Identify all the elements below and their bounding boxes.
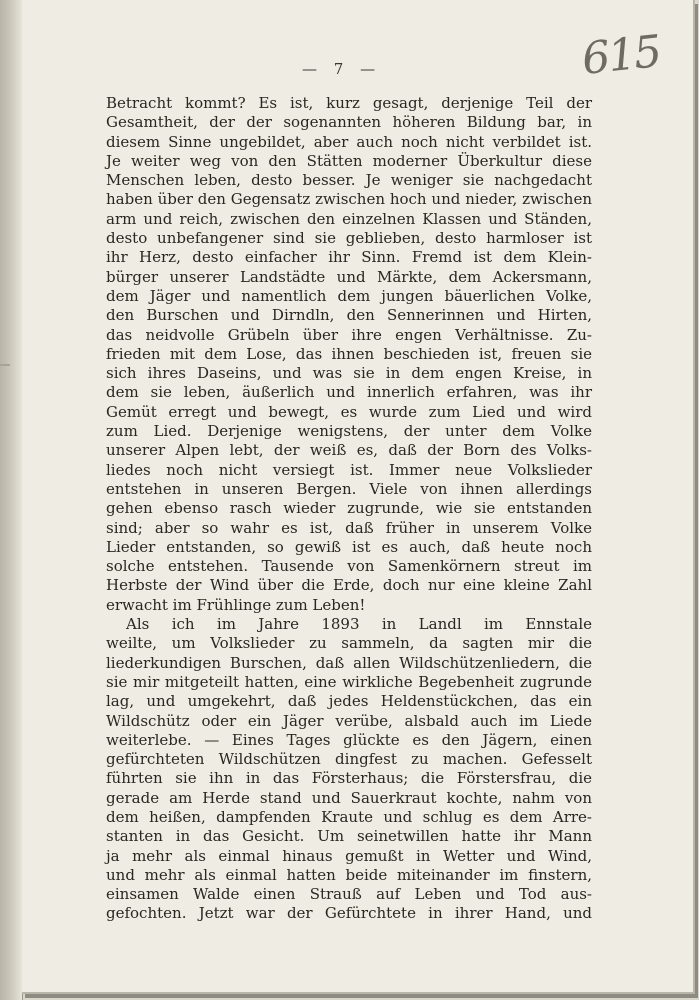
text-line: dem Jäger und namentlich dem jungen bäuerlichen Volke, bbox=[106, 286, 592, 305]
text-line: gefürchteten Wildschützen dingfest zu machen. Gefesselt bbox=[106, 750, 592, 769]
text-line: arm und reich, zwischen den einzelnen Klassen und Ständen, bbox=[106, 209, 592, 228]
text-line: Menschen leben, desto besser. Je weniger sie nachgedacht bbox=[106, 171, 592, 190]
text-line: lag, und umgekehrt, daß jedes Heldenstückchen, das ein bbox=[106, 692, 592, 711]
text-line: liedes noch nicht versiegt ist. Immer neue Volkslieder bbox=[106, 460, 592, 479]
body-text bbox=[106, 94, 592, 924]
text-line: Je weiter weg von den Stätten moderner Überkultur diese bbox=[106, 151, 592, 170]
text-line: sind; aber so wahr es ist, daß früher in unserem Volke bbox=[106, 518, 592, 537]
text-line: ihr Herz, desto einfacher ihr Sinn. Fremd ist dem Klein- bbox=[106, 248, 592, 267]
text-line: Wildschütz oder ein Jäger verübe, alsbald auch im Liede bbox=[106, 711, 592, 730]
text-line: stanten in das Gesicht. Um seinetwillen hatte ihr Mann bbox=[106, 827, 592, 846]
text-line: gehen ebenso rasch wieder zugrunde, wie sie entstanden bbox=[106, 499, 592, 518]
text-line: haben über den Gegensatz zwischen hoch und nieder, zwischen bbox=[106, 190, 592, 209]
text-line: ja mehr als einmal hinaus gemußt in Wetter und Wind, bbox=[106, 846, 592, 865]
text-line: Als ich im Jahre 1893 in Landl im Ennstale bbox=[126, 615, 592, 634]
text-line: frieden mit dem Lose, das ihnen beschieden ist, freuen sie bbox=[106, 344, 592, 363]
text-line: weiterlebe. — Eines Tages glückte es den Jägern, einen bbox=[106, 730, 592, 749]
text-line: führten sie ihn in das Försterhaus; die Förstersfrau, die bbox=[106, 769, 592, 788]
text-line: das neidvolle Grübeln über ihre engen Verhältnisse. Zu- bbox=[106, 325, 592, 344]
text-line: Betracht kommt? Es ist, kurz gesagt, derjenige Teil der bbox=[106, 94, 592, 112]
text-line: solche entstehen. Tausende von Samenkörnern streut im bbox=[106, 557, 592, 576]
text-line: Gemüt erregt und bewegt, es wurde zum Lied und wird bbox=[106, 402, 592, 421]
book-binding bbox=[0, 0, 23, 1000]
text-line: dem sie leben, äußerlich und innerlich erfahren, was ihr bbox=[106, 383, 592, 402]
text-line: erwacht im Frühlinge zum Leben! bbox=[106, 595, 366, 614]
text-line: zum Lied. Derjenige wenigstens, der unter dem Volke bbox=[106, 422, 592, 441]
text-line: desto unbefangener sind sie geblieben, desto harmloser ist bbox=[106, 229, 592, 248]
book-page bbox=[22, 0, 695, 994]
text-line: sich ihres Daseins, und was sie in dem engen Kreise, in bbox=[106, 364, 592, 383]
text-line: dem heißen, dampfenden Kraute und schlug es dem Arre- bbox=[106, 807, 592, 826]
text-line: bürger unserer Landstädte und Märkte, dem Ackersmann, bbox=[106, 267, 592, 286]
page-number: — 7 — bbox=[302, 60, 382, 78]
text-line: Herbste der Wind über die Erde, doch nur eine kleine Zahl bbox=[106, 576, 592, 595]
text-line: den Burschen und Dirndln, den Sennerinnen und Hirten, bbox=[106, 306, 592, 325]
text-line: entstehen in unseren Bergen. Viele von ihnen allerdings bbox=[106, 479, 592, 498]
text-line: Gesamtheit, der der sogenannten höheren Bildung bar, in bbox=[106, 113, 592, 132]
text-line: Lieder entstanden, so gewiß ist es auch, daß heute noch bbox=[106, 537, 592, 556]
text-line: weilte, um Volkslieder zu sammeln, da sagten mir die bbox=[106, 634, 592, 653]
margin-mark bbox=[0, 364, 10, 366]
text-line: liederkundigen Burschen, daß allen Wildschützenliedern, die bbox=[106, 653, 592, 672]
text-line: einsamen Walde einen Strauß auf Leben und Tod aus- bbox=[106, 885, 592, 904]
text-line: unserer Alpen lebt, der weiß es, daß der Born des Volks- bbox=[106, 441, 592, 460]
text-line: sie mir mitgeteilt hatten, eine wirkliche Begebenheit zugrunde bbox=[106, 672, 592, 691]
text-line: gerade am Herde stand und Sauerkraut kochte, nahm von bbox=[106, 788, 592, 807]
text-line: und mehr als einmal hatten beide miteinander im finstern, bbox=[106, 865, 592, 884]
text-line: diesem Sinne ungebildet, aber auch noch nicht verbildet ist. bbox=[106, 132, 592, 151]
text-line: gefochten. Jetzt war der Gefürchtete in ihrer Hand, und bbox=[106, 904, 592, 923]
handwritten-annotation: 615 bbox=[579, 26, 663, 85]
